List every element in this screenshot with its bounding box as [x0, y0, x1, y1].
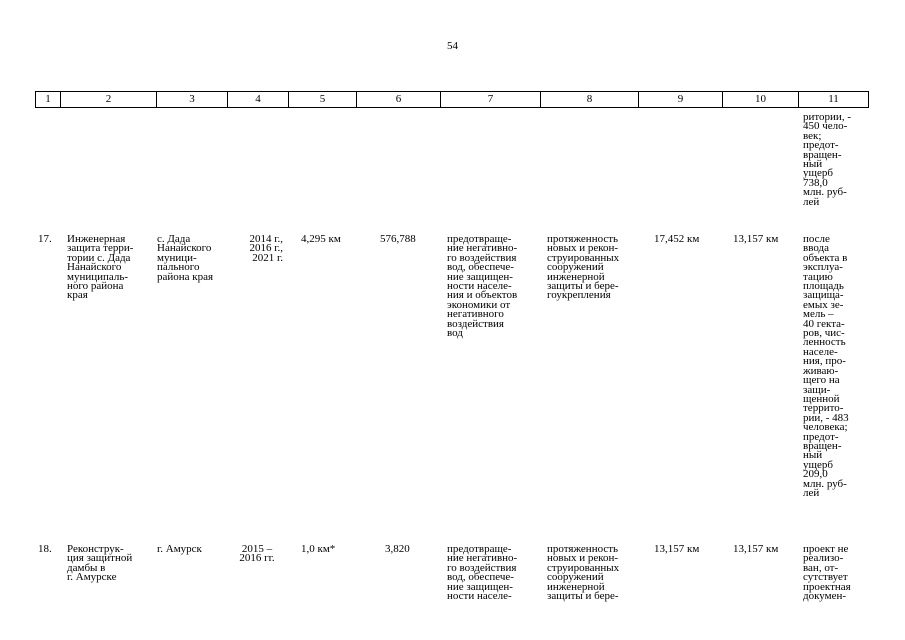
goal-cell: предотвраще- ние негативно- го воздействия вод, обеспече- ние защищен- ности населе- ния и объектов экономики от негативного воздействия вод	[447, 233, 518, 340]
result-cell: проект не реализо- ван, от- сутствует проектная докумен-	[803, 543, 851, 603]
years-cell: 2015 – 2016 гг.	[239, 543, 275, 565]
years-cell: 2014 г., 2016 г., 2021 г.	[249, 233, 283, 264]
cost-cell: 576,788	[380, 233, 416, 245]
column-number: 8	[541, 92, 639, 108]
column-number: 9	[639, 92, 723, 108]
value-cell: 13,157 км	[654, 543, 700, 555]
column-number: 4	[228, 92, 289, 108]
value-cell: 13,157 км	[733, 543, 779, 555]
column-header-table	[35, 91, 869, 108]
location-cell: г. Амурск	[157, 543, 202, 555]
page-number: 54	[447, 40, 458, 52]
value-cell: 13,157 км	[733, 233, 779, 245]
value-cell: 17,452 км	[654, 233, 700, 245]
cost-cell: 3,820	[385, 543, 410, 555]
object-name-cell: Реконструк- ция защитной дамбы в г. Амурске	[67, 543, 133, 584]
indicator-cell: протяженность новых и рекон- струированных сооружений инженерной защиты и бере- гоукрепления	[547, 233, 620, 302]
length-cell: 4,295 км	[301, 233, 341, 245]
goal-cell: предотвраще- ние негативно- го воздействия вод, обеспече- ние защищен- ности населе-	[447, 543, 518, 603]
result-cell: ритории, - 450 чело- век; предот- вращен- ный ущерб 738,0 млн. руб- лей	[803, 111, 851, 208]
result-cell: после ввода объекта в эксплуа- тацию площадь защища- емых зе- мель – 40 гекта- ров, чис- ленность населе- ния, про- живаю- щего на защи- щенной террито- рии, - 483 человека; предот- вращен- ный ущерб 209,0 млн. руб- лей	[803, 233, 849, 499]
location-cell: с. Дада Нанайского муници- пального района края	[157, 233, 214, 283]
column-number: 3	[157, 92, 228, 108]
column-number: 6	[357, 92, 441, 108]
row-number: 17.	[38, 233, 52, 245]
indicator-cell: протяженность новых и рекон- струированных сооружений инженерной защиты и бере-	[547, 543, 620, 603]
column-number: 10	[723, 92, 799, 108]
column-number: 1	[36, 92, 61, 108]
object-name-cell: Инженерная защита терри- тории с. Дада Нанайского муниципаль- ного района края	[67, 233, 134, 302]
column-number: 11	[799, 92, 869, 108]
column-number: 2	[61, 92, 157, 108]
length-cell: 1,0 км*	[301, 543, 336, 555]
column-number: 5	[289, 92, 357, 108]
column-number: 7	[441, 92, 541, 108]
row-number: 18.	[38, 543, 52, 555]
